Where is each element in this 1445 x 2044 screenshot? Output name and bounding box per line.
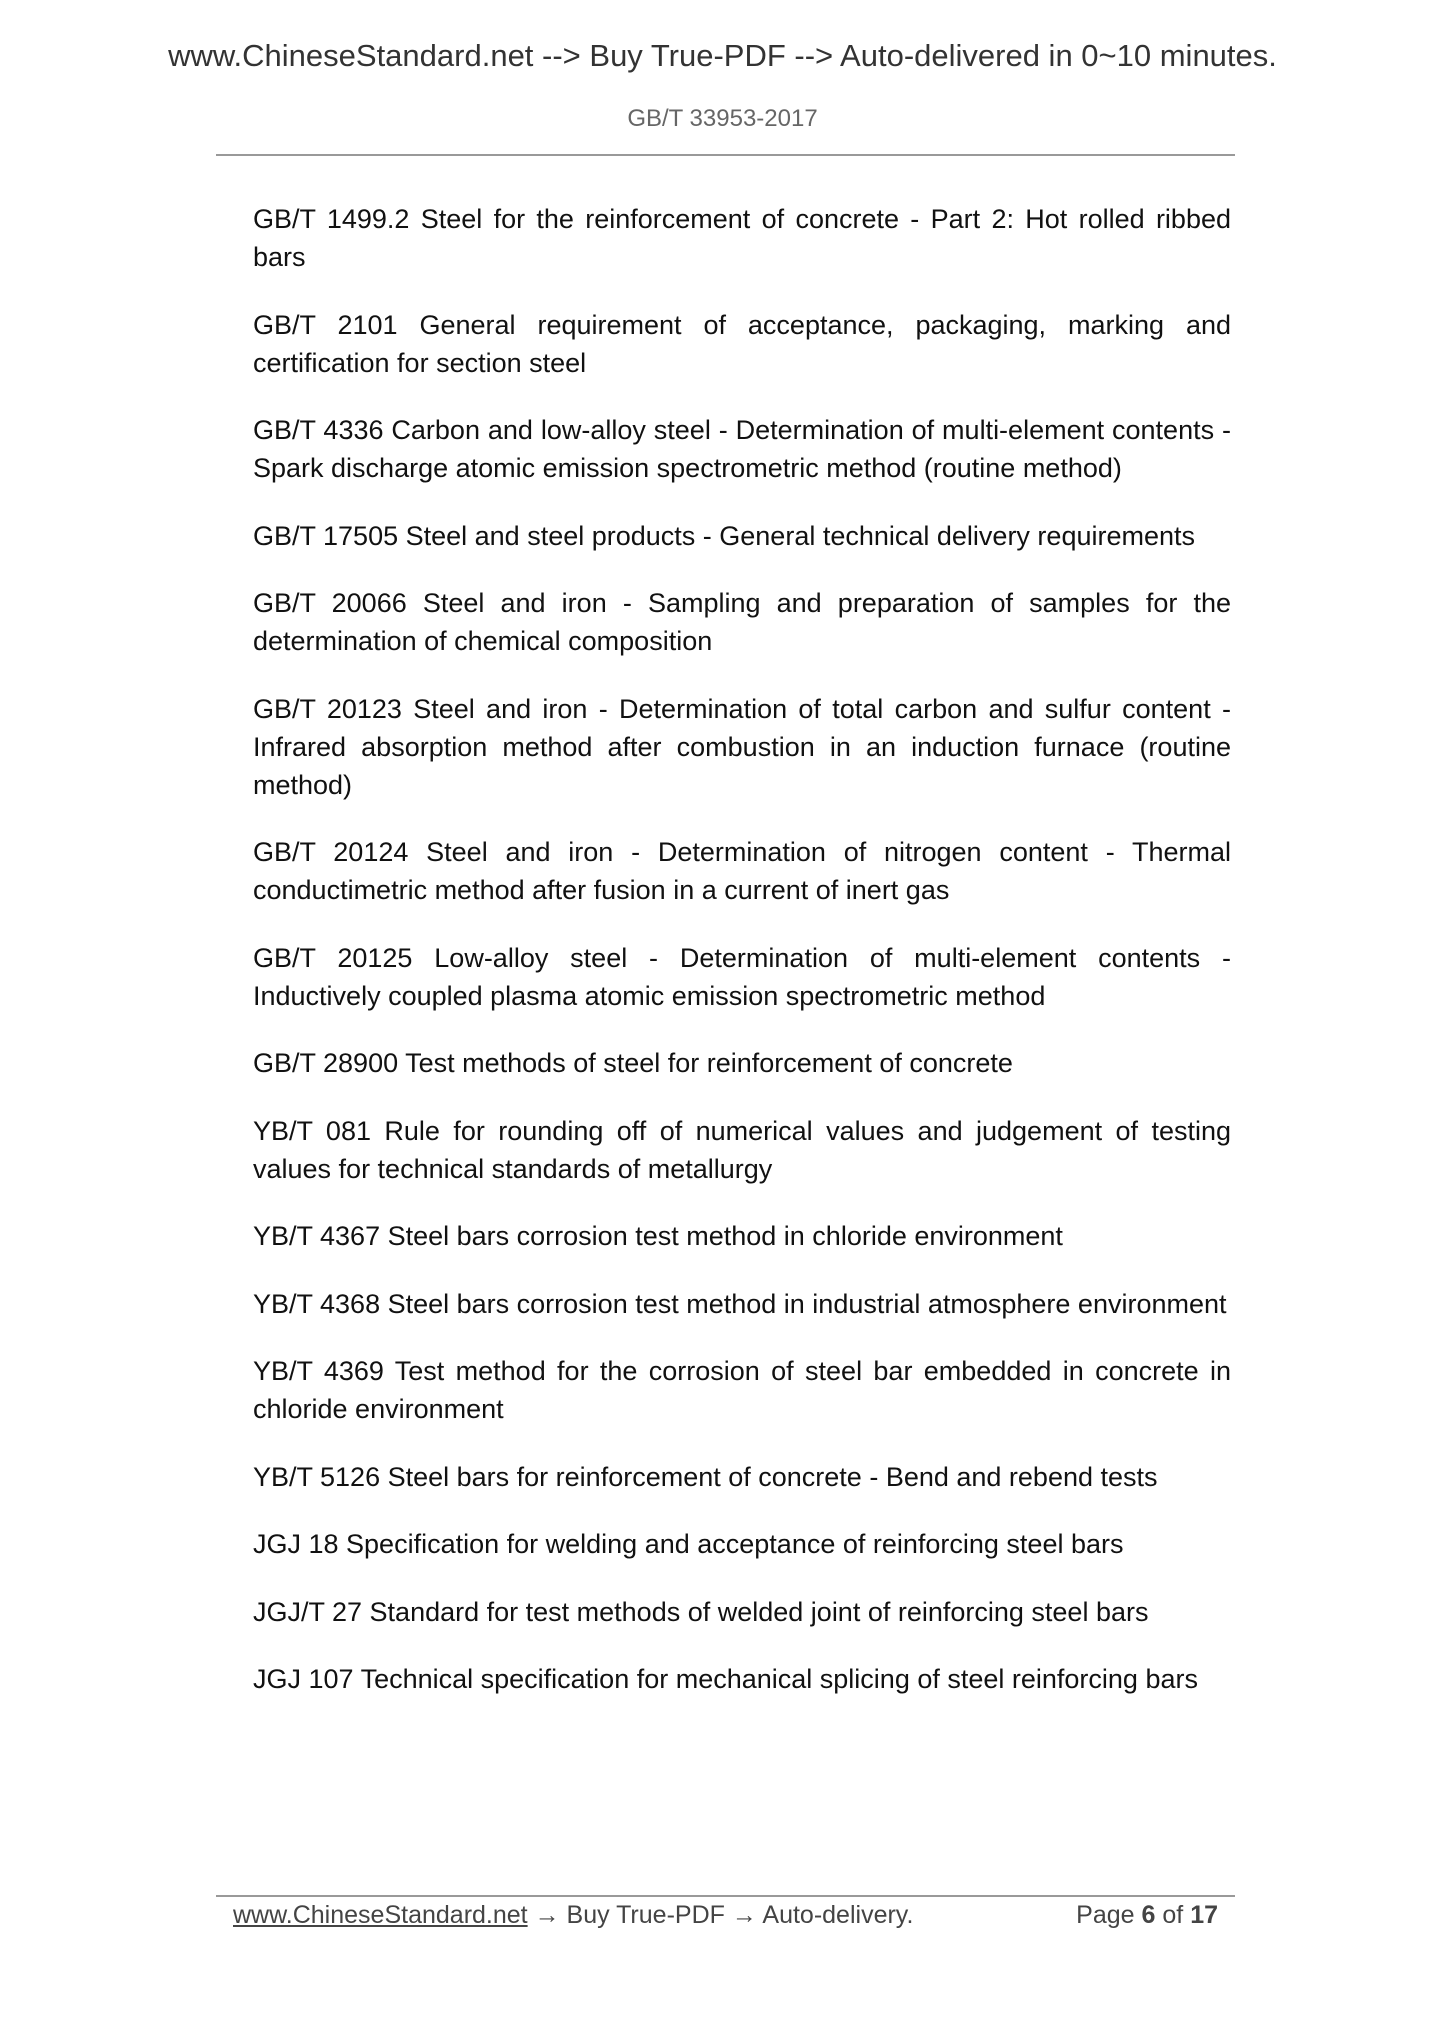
header-banner: www.ChineseStandard.net --> Buy True-PDF --> Auto-delivered in 0~10 minutes.	[168, 38, 1277, 73]
page-label: Page	[1076, 1901, 1135, 1929]
page-current: 6	[1141, 1901, 1156, 1929]
of-label: of	[1162, 1901, 1184, 1929]
reference-item: GB/T 17505 Steel and steel products - General technical delivery requirements	[253, 520, 1196, 551]
footer	[233, 1898, 1218, 1932]
reference-list	[253, 200, 1231, 1728]
page-total: 17	[1190, 1901, 1218, 1929]
reference-item: GB/T 28900 Test methods of steel for reinforcement of concrete	[253, 1048, 1013, 1078]
reference-item: JGJ 107 Technical specification for mechanical splicing of steel reinforcing bars	[253, 1664, 1198, 1694]
reference-item: GB/T 2101 General requirement of acceptance, packaging, marking and certification for section steel	[253, 309, 1231, 378]
footer-website-link[interactable]: www.ChineseStandard.net	[233, 1901, 528, 1929]
reference-item: GB/T 20125 Low-alloy steel - Determination of multi-element contents - Inductively coupled plasma atomic emission spectrometric method	[253, 942, 1231, 1011]
reference-item: JGJ 18 Specification for welding and acceptance of reinforcing steel bars	[253, 1529, 1124, 1559]
reference-item: YB/T 4369 Test method for the corrosion of steel bar embedded in concrete in chloride environment	[253, 1356, 1231, 1424]
reference-item: GB/T 20124 Steel and iron - Determination of nitrogen content - Thermal conductimetric method after fusion in a current of inert gas	[253, 837, 1231, 905]
document-number: GB/T 33953-2017	[627, 105, 818, 132]
reference-item: GB/T 20123 Steel and iron - Determination of total carbon and sulfur content - Infrared absorption method after combustion in an induction furnace (routine method)	[253, 693, 1231, 800]
reference-item: YB/T 4367 Steel bars corrosion test method in chloride environment	[253, 1221, 1063, 1251]
footer-text: → Buy True-PDF → Auto-delivery.	[527, 1901, 914, 1929]
reference-item: YB/T 4368 Steel bars corrosion test method in industrial atmosphere environment	[253, 1288, 1227, 1319]
reference-item: YB/T 5126 Steel bars for reinforcement of concrete - Bend and rebend tests	[253, 1461, 1158, 1492]
reference-item: GB/T 20066 Steel and iron - Sampling and preparation of samples for the determination of chemical composition	[253, 588, 1231, 656]
reference-item: GB/T 4336 Carbon and low-alloy steel - Determination of multi-element contents - Spark discharge atomic emission spectrometric method (routine method)	[253, 415, 1231, 483]
footer-divider	[216, 1895, 1235, 1897]
header-divider	[216, 154, 1235, 156]
page-indicator	[1076, 1898, 1218, 1932]
reference-item: JGJ/T 27 Standard for test methods of welded joint of reinforcing steel bars	[253, 1596, 1149, 1627]
reference-item: GB/T 1499.2 Steel for the reinforcement of concrete - Part 2: Hot rolled ribbed bars	[253, 204, 1231, 272]
reference-item: YB/T 081 Rule for rounding off of numerical values and judgement of testing values for technical standards of metallurgy	[253, 1115, 1231, 1184]
